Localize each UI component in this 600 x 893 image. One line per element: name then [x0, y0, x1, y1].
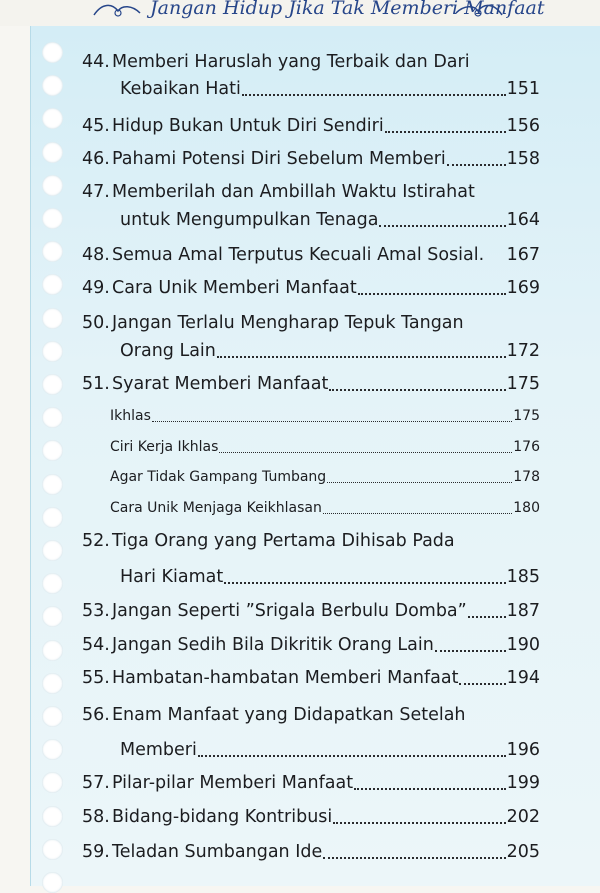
subentry-title: Cara Unik Menjaga Keikhlasan	[110, 500, 322, 516]
leader-dots	[219, 452, 512, 453]
entry-number: 58.	[82, 807, 110, 827]
entry-number: 47.	[82, 182, 110, 202]
leader-dots	[198, 755, 506, 757]
subentry-title: Agar Tidak Gampang Tumbang	[110, 469, 327, 485]
entry-number: 49.	[82, 278, 110, 298]
subentry-title: Ciri Kerja Ikhlas	[110, 439, 219, 455]
page-number: 199	[506, 773, 540, 793]
toc-subentry	[110, 406, 540, 426]
toc-subentry	[110, 467, 540, 487]
toc-entry	[82, 599, 540, 623]
entry-number: 55.	[82, 668, 110, 688]
page-number: 175	[506, 374, 540, 394]
leader-dots	[435, 650, 506, 652]
entry-number: 53.	[82, 601, 110, 621]
toc-entry	[82, 276, 540, 300]
entry-title: Hidup Bukan Untuk Diri Sendiri	[112, 116, 384, 136]
toc-entry	[82, 114, 540, 138]
leader-dots	[152, 421, 512, 422]
page-number: 180	[513, 500, 540, 516]
leader-dots	[358, 293, 506, 295]
leader-dots	[329, 389, 505, 391]
entry-title: Memberilah dan Ambillah Waktu Istirahat	[112, 182, 475, 202]
toc-subentry	[110, 498, 540, 518]
toc-entry	[82, 50, 540, 74]
leader-dots	[354, 788, 505, 790]
entry-title: Bidang-bidang Kontribusi	[112, 807, 333, 827]
page-number: 185	[506, 567, 540, 587]
page-number: 175	[513, 408, 540, 424]
entry-title: Orang Lain	[120, 341, 216, 361]
entry-number: 45.	[82, 116, 110, 136]
entry-title: Kebaikan Hati	[120, 79, 241, 99]
entry-title: Memberi	[120, 740, 197, 760]
entry-title: Pilar-pilar Memberi Manfaat	[112, 773, 354, 793]
leader-dots	[379, 225, 505, 227]
leader-dots	[385, 131, 506, 133]
leader-dots	[327, 482, 512, 483]
entry-number: 59.	[82, 842, 110, 862]
page-number: 156	[506, 116, 540, 136]
toc-entry-continuation	[120, 339, 540, 363]
page-number: 178	[513, 469, 540, 485]
page-number: 187	[506, 601, 540, 621]
leader-dots	[217, 356, 506, 358]
page-number: 194	[506, 668, 540, 688]
entry-number: 54.	[82, 635, 110, 655]
entry-title: Jangan Seperti ”Srigala Berbulu Domba”	[112, 601, 467, 621]
toc-entry	[82, 529, 540, 553]
page-number: 172	[506, 341, 540, 361]
toc-entry	[82, 180, 540, 204]
entry-title: Enam Manfaat yang Didapatkan Setelah	[112, 705, 466, 725]
toc-entry	[82, 633, 540, 657]
entry-title: Jangan Terlalu Mengharap Tepuk Tangan	[112, 313, 464, 333]
page-number: 202	[506, 807, 540, 827]
leader-dots	[459, 683, 505, 685]
page-number: 169	[506, 278, 540, 298]
page-number: 167	[506, 245, 540, 265]
page-number: 196	[506, 740, 540, 760]
leader-dots	[333, 822, 505, 824]
leader-dots	[468, 616, 506, 618]
entry-number: 57.	[82, 773, 110, 793]
entry-title: Jangan Sedih Bila Dikritik Orang Lain	[112, 635, 434, 655]
toc-entry-continuation	[120, 208, 540, 232]
toc-entry	[82, 805, 540, 829]
toc-subentry	[110, 437, 540, 457]
entry-number: 48.	[82, 245, 110, 265]
entry-number: 44.	[82, 52, 110, 72]
entry-title: Semua Amal Terputus Kecuali Amal Sosial.	[112, 245, 485, 265]
entry-number: 51.	[82, 374, 110, 394]
toc-entry	[82, 666, 540, 690]
toc-entry-continuation	[120, 565, 540, 589]
page-number: 158	[506, 149, 540, 169]
page-number: 151	[506, 79, 540, 99]
page-number: 190	[506, 635, 540, 655]
toc-entry	[82, 147, 540, 171]
subentry-title: Ikhlas	[110, 408, 151, 424]
entry-number: 46.	[82, 149, 110, 169]
page-number: 164	[506, 210, 540, 230]
entry-number: 56.	[82, 705, 110, 725]
entry-title: Hambatan-hambatan Memberi Manfaat	[112, 668, 459, 688]
toc-entry-continuation	[120, 77, 540, 101]
leader-dots	[323, 513, 512, 514]
entry-number: 50.	[82, 313, 110, 333]
toc-entry	[82, 771, 540, 795]
entry-title: Teladan Sumbangan Ide	[112, 842, 323, 862]
entry-title: Tiga Orang yang Pertama Dihisab Pada	[112, 531, 455, 551]
leader-dots	[224, 582, 505, 584]
entry-title: Pahami Potensi Diri Sebelum Memberi	[112, 149, 446, 169]
entry-title: Syarat Memberi Manfaat	[112, 374, 329, 394]
toc-entry	[82, 372, 540, 396]
page-number: 176	[513, 439, 540, 455]
leader-dots	[323, 857, 505, 859]
entry-title: Hari Kiamat	[120, 567, 224, 587]
header-title: Jangan Hidup Jika Tak Memberi Manfaat	[150, 0, 545, 19]
toc-entry	[82, 243, 540, 267]
toc-entry	[82, 311, 540, 335]
leader-dots	[242, 94, 506, 96]
entry-title: Memberi Haruslah yang Terbaik dan Dari	[112, 52, 470, 72]
entry-number: 52.	[82, 531, 110, 551]
leader-dots	[447, 164, 506, 166]
entry-title: Cara Unik Memberi Manfaat	[112, 278, 357, 298]
toc-entry	[82, 703, 540, 727]
page-number: 205	[506, 842, 540, 862]
entry-title: untuk Mengumpulkan Tenaga	[120, 210, 379, 230]
toc-entry-continuation	[120, 738, 540, 762]
toc-entry	[82, 840, 540, 864]
